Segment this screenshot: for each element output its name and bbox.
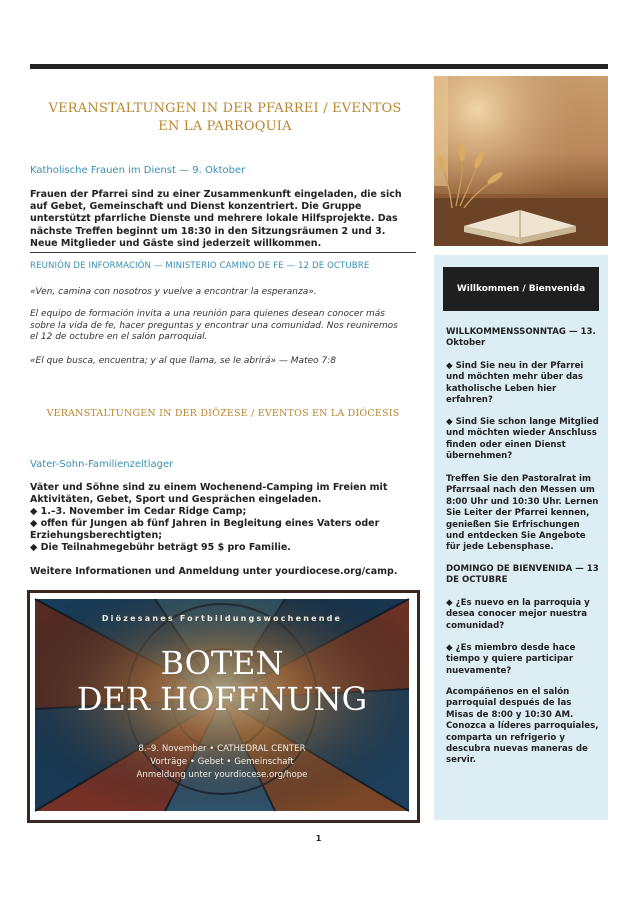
event-quote: «Ven, camina con nosotros y vuelve a encontrar la esperanza». [30,287,317,297]
list-item: ◆ offen für Jungen ab fünf Jahren in Begleitung eines Vaters oder Erziehungsberechtigten; [30,518,380,541]
event-title-camp: Vater-Sohn-Familienzeltlager [30,459,174,470]
welcome-es-question-2: ◆ ¿Es miembro desde hace tiempo y quiere participar nuevamente? [446,643,576,676]
event-verse: «El que busca, encuentra; y al que llama, se le abrirá» — Mateo 7:8 [30,356,336,366]
camp-more-info: Weitere Informationen und Anmeldung unter yourdiocese.org/camp. [30,566,398,577]
bible-wheat-illustration [434,76,608,246]
welcome-sidebar [434,255,608,820]
welcome-de-question-2: ◆ Sind Sie schon lange Mitglied und möchten wieder Anschluss finden oder einen Dienst übernehmen? [446,417,599,462]
poster-registration: Anmeldung unter yourdiocese.org/hope [136,770,308,780]
welcome-es-question-1: ◆ ¿Es nuevo en la parroquia y desea conocer mejor nuestra comunidad? [446,598,590,631]
poster-subtitle: Diözesanes Fortbildungswochenende [101,614,343,623]
welcome-de-body: Treffen Sie den Pastoralrat im Pfarrsaal nach den Messen um 8:00 Uhr und 10:30 Uhr. Lernen Sie Leiter der Pfarrei kennen, genießen Sie Erfrischungen und entdecken Sie Angebote für jede Lebensphase. [446,474,599,553]
retreat-poster [35,599,409,811]
list-item: ◆ 1.–3. November im Cedar Ridge Camp; [30,506,247,517]
list-item: ◆ Die Teilnahmegebühr beträgt 95 $ pro Familie. [30,542,291,553]
section-divider [30,252,416,253]
bible-wheat-photo [434,76,608,246]
poster-title-line-1: BOTEN [160,644,284,682]
event-title-info-meeting: REUNIÓN DE INFORMACIÓN — MINISTERIO CAMINO DE FE — 12 DE OCTUBRE [30,261,370,271]
page-number: 1 [315,834,322,843]
event-title-catholic-women: Katholische Frauen im Dienst — 9. Oktober [30,165,246,176]
poster-date-location: 8.–9. November • CATHEDRAL CENTER [138,744,306,754]
welcome-sunday-es-heading: DOMINGO DE BIENVENIDA — 13 DE OCTUBRE [446,564,599,586]
poster-program: Vorträge • Gebet • Gemeinschaft [150,757,294,767]
diocese-events-heading: VERANSTALTUNGEN IN DER DIÖZESE / EVENTOS EN LA DIÓCESIS [46,408,400,419]
welcome-es-body: Acompáñenos en el salón parroquial después de las Misas de 8:00 y 10:30 AM. Conozca a líderes parroquiales, comparta un refrigerio y descubra nuevas maneras de servir. [446,687,599,766]
camp-bullet-list [30,506,410,554]
poster-title-line-2: DER HOFFNUNG [76,680,368,718]
welcome-sunday-de-heading: WILLKOMMENSSONNTAG — 13. Oktober [446,327,596,349]
parish-events-heading: VERANSTALTUNGEN IN DER PFARREI / EVENTOS EN LA PARROQUIA [48,101,402,134]
event-body-info-meeting: El equipo de formación invita a una reunión para quienes desean conocer más sobre la vida de fe, hacer preguntas y encontrar una comunidad. Nos reuniremos el 12 de octubre en el salón parroquial. [30,309,398,342]
welcome-box-title: Willkommen / Bienvenida [443,267,599,311]
welcome-de-question-1: ◆ Sind Sie neu in der Pfarrei und möchten mehr über das katholische Leben hier erfahren? [446,361,584,406]
event-body-catholic-women: Frauen der Pfarrei sind zu einer Zusammenkunft eingeladen, die sich auf Gebet, Gemeinschaft und Dienst konzentriert. Die Gruppe unterstützt pfarrliche Dienste und mehrere lokale Hilfsprojekte. Das nächste Treffen beginnt um 18:30 in den Sitzungsräumen 2 und 3. Neue Mitglieder und Gäste sind jederzeit willkommen. [30,189,402,249]
top-rule [30,64,608,69]
event-intro-camp: Väter und Söhne sind zu einem Wochenend-Camping im Freien mit Aktivitäten, Gebet, Sport und Gesprächen eingeladen. [30,482,388,506]
